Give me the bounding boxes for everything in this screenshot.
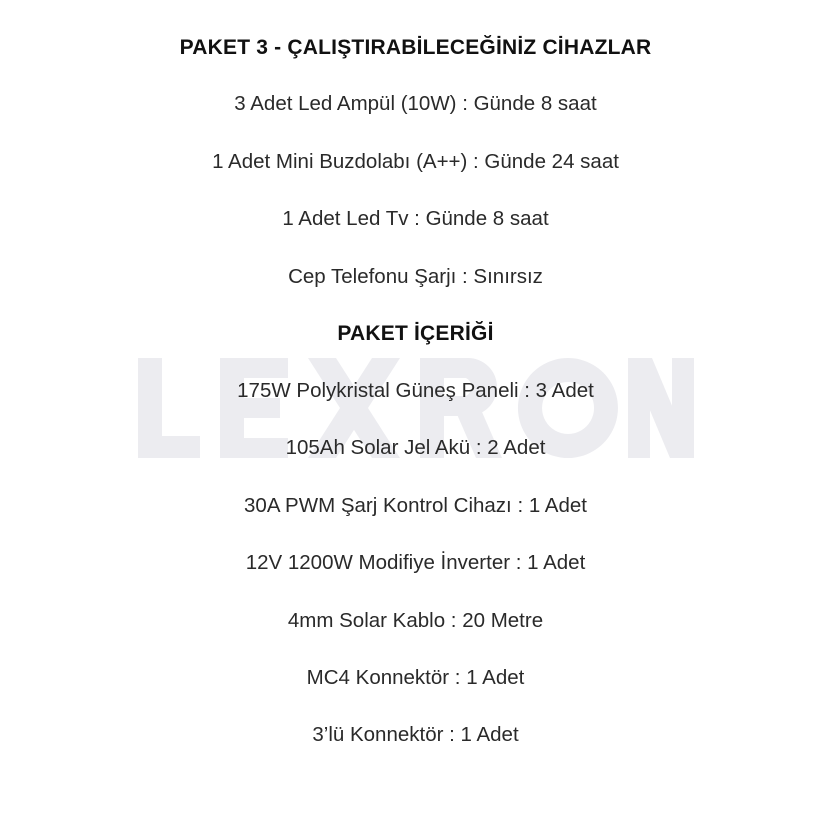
content-item-triple-connector: 3’lü Konnektör : 1 Adet [312,723,519,746]
content-item-solar-cable: 4mm Solar Kablo : 20 Metre [287,609,544,632]
device-item-phone-charge: Cep Telefonu Şarjı : Sınırsız [288,265,543,288]
device-item-mini-fridge: 1 Adet Mini Buzdolabı (A++) : Günde 24 saat [212,150,619,173]
content-item-inverter: 12V 1200W Modifiye İnverter : 1 Adet [245,551,586,574]
device-item-led-tv: 1 Adet Led Tv : Günde 8 saat [282,207,549,230]
content-item-charge-controller: 30A PWM Şarj Kontrol Cihazı : 1 Adet [244,494,587,517]
device-item-led-bulb: 3 Adet Led Ampül (10W) : Günde 8 saat [234,92,597,115]
section-title-contents: PAKET İÇERİĞİ [337,322,494,345]
content-item-mc4-connector: MC4 Konnektör : 1 Adet [306,666,525,689]
content-item-solar-panel: 175W Polykristal Güneş Paneli : 3 Adet [237,379,594,402]
content-item-battery: 105Ah Solar Jel Akü : 2 Adet [285,436,546,459]
section-title-devices: PAKET 3 - ÇALIŞTIRABİLECEĞİNİZ CİHAZLAR [179,36,652,59]
